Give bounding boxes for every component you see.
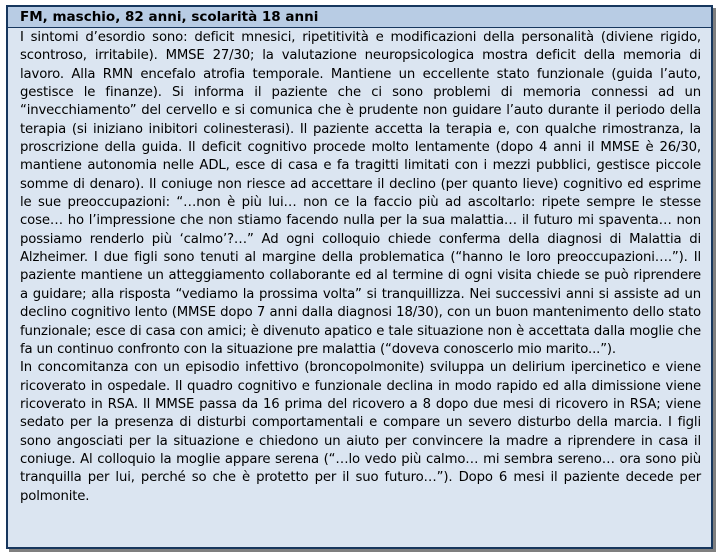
case-box — [6, 5, 713, 549]
case-text — [8, 28, 711, 506]
case-title: FM, maschio, 82 anni, scolarità 18 anni — [8, 7, 711, 28]
case-paragraph-2: In concomitanza con un episodio infettivo (broncopolmonite) sviluppa un delirium ipercinetico e viene ricoverato in ospedale. Il quadro cognitivo e funzionale declina in modo rapido ed alla dimissione viene ricoverato in RSA. Il MMSE passa da 16 prima del ricovero a 8 dopo due mesi di ricovero in RSA; viene sedato per la presenza di disturbi comportamentali e compare un severo disturbo della marcia. I figli sono angosciati per la situazione e chiedono un aiuto per convincere la madre a riprendere in casa il coniuge. Al colloquio la moglie appare serena (“…lo vedo più calmo… mi sembra sereno… ora sono più tranquilla per lui, perché so che è protetto per il suo futuro…”). Dopo 6 mesi il paziente decede per polmonite. — [20, 360, 701, 504]
case-paragraph-1: I sintomi d’esordio sono: deficit mnesici, ripetitività e modificazioni della personalità (diviene rigido, scontroso, irritabile). MMSE 27/30; la valutazione neuropsicologica mostra deficit della memoria di lavoro. Alla RMN encefalo atrofia temporale. Mantiene un eccellente stato funzionale (guida l’auto, gestisce le finanze). Si informa il paziente che ci sono problemi di memoria connessi ad un “invecchiamento” del cervello e si comunica che è prudente non guidare l’auto durante il periodo della terapia (si iniziano inibitori colinesterasi). Il paziente accetta la terapia e, con qualche rimostranza, la proscrizione della guida. Il deficit cognitivo procede molto lentamente (dopo 4 anni il MMSE è 26/30, mantiene autonomia nelle ADL, esce di casa e fa tragitti limitati con i mezzi pubblici, gestisce piccole somme di denaro). Il coniuge non riesce ad accettare il declino (per quanto lieve) cognitivo ed esprime le sue preoccupazioni: “…non è più lui… non ce la faccio più ad ascoltarlo: ripete sempre le stesse cose… ho l’impressione che non stiamo facendo nulla per la sua malattia… il futuro mi spaventa… non possiamo renderlo più ‘calmo’?…” Ad ogni colloquio chiede conferma della diagnosi di Malattia di Alzheimer. I due figli sono tenuti al margine della problematica (“hanno le loro preoccupazioni….”). Il paziente mantiene un atteggiamento collaborante ed al termine di ogni visita chiede se può riprendere a guidare; alla risposta “vediamo la prossima volta” si tranquillizza. Nei successivi anni si assiste ad un declino cognitivo lento (MMSE dopo 7 anni dalla diagnosi 18/30), con un buon mantenimento dello stato funzionale; esce di casa con amici; è divenuto apatico e tale situazione non è accettata dalla moglie che fa un continuo confronto con la situazione pre malattia (“doveva conoscerlo mio marito...”). — [20, 30, 701, 357]
